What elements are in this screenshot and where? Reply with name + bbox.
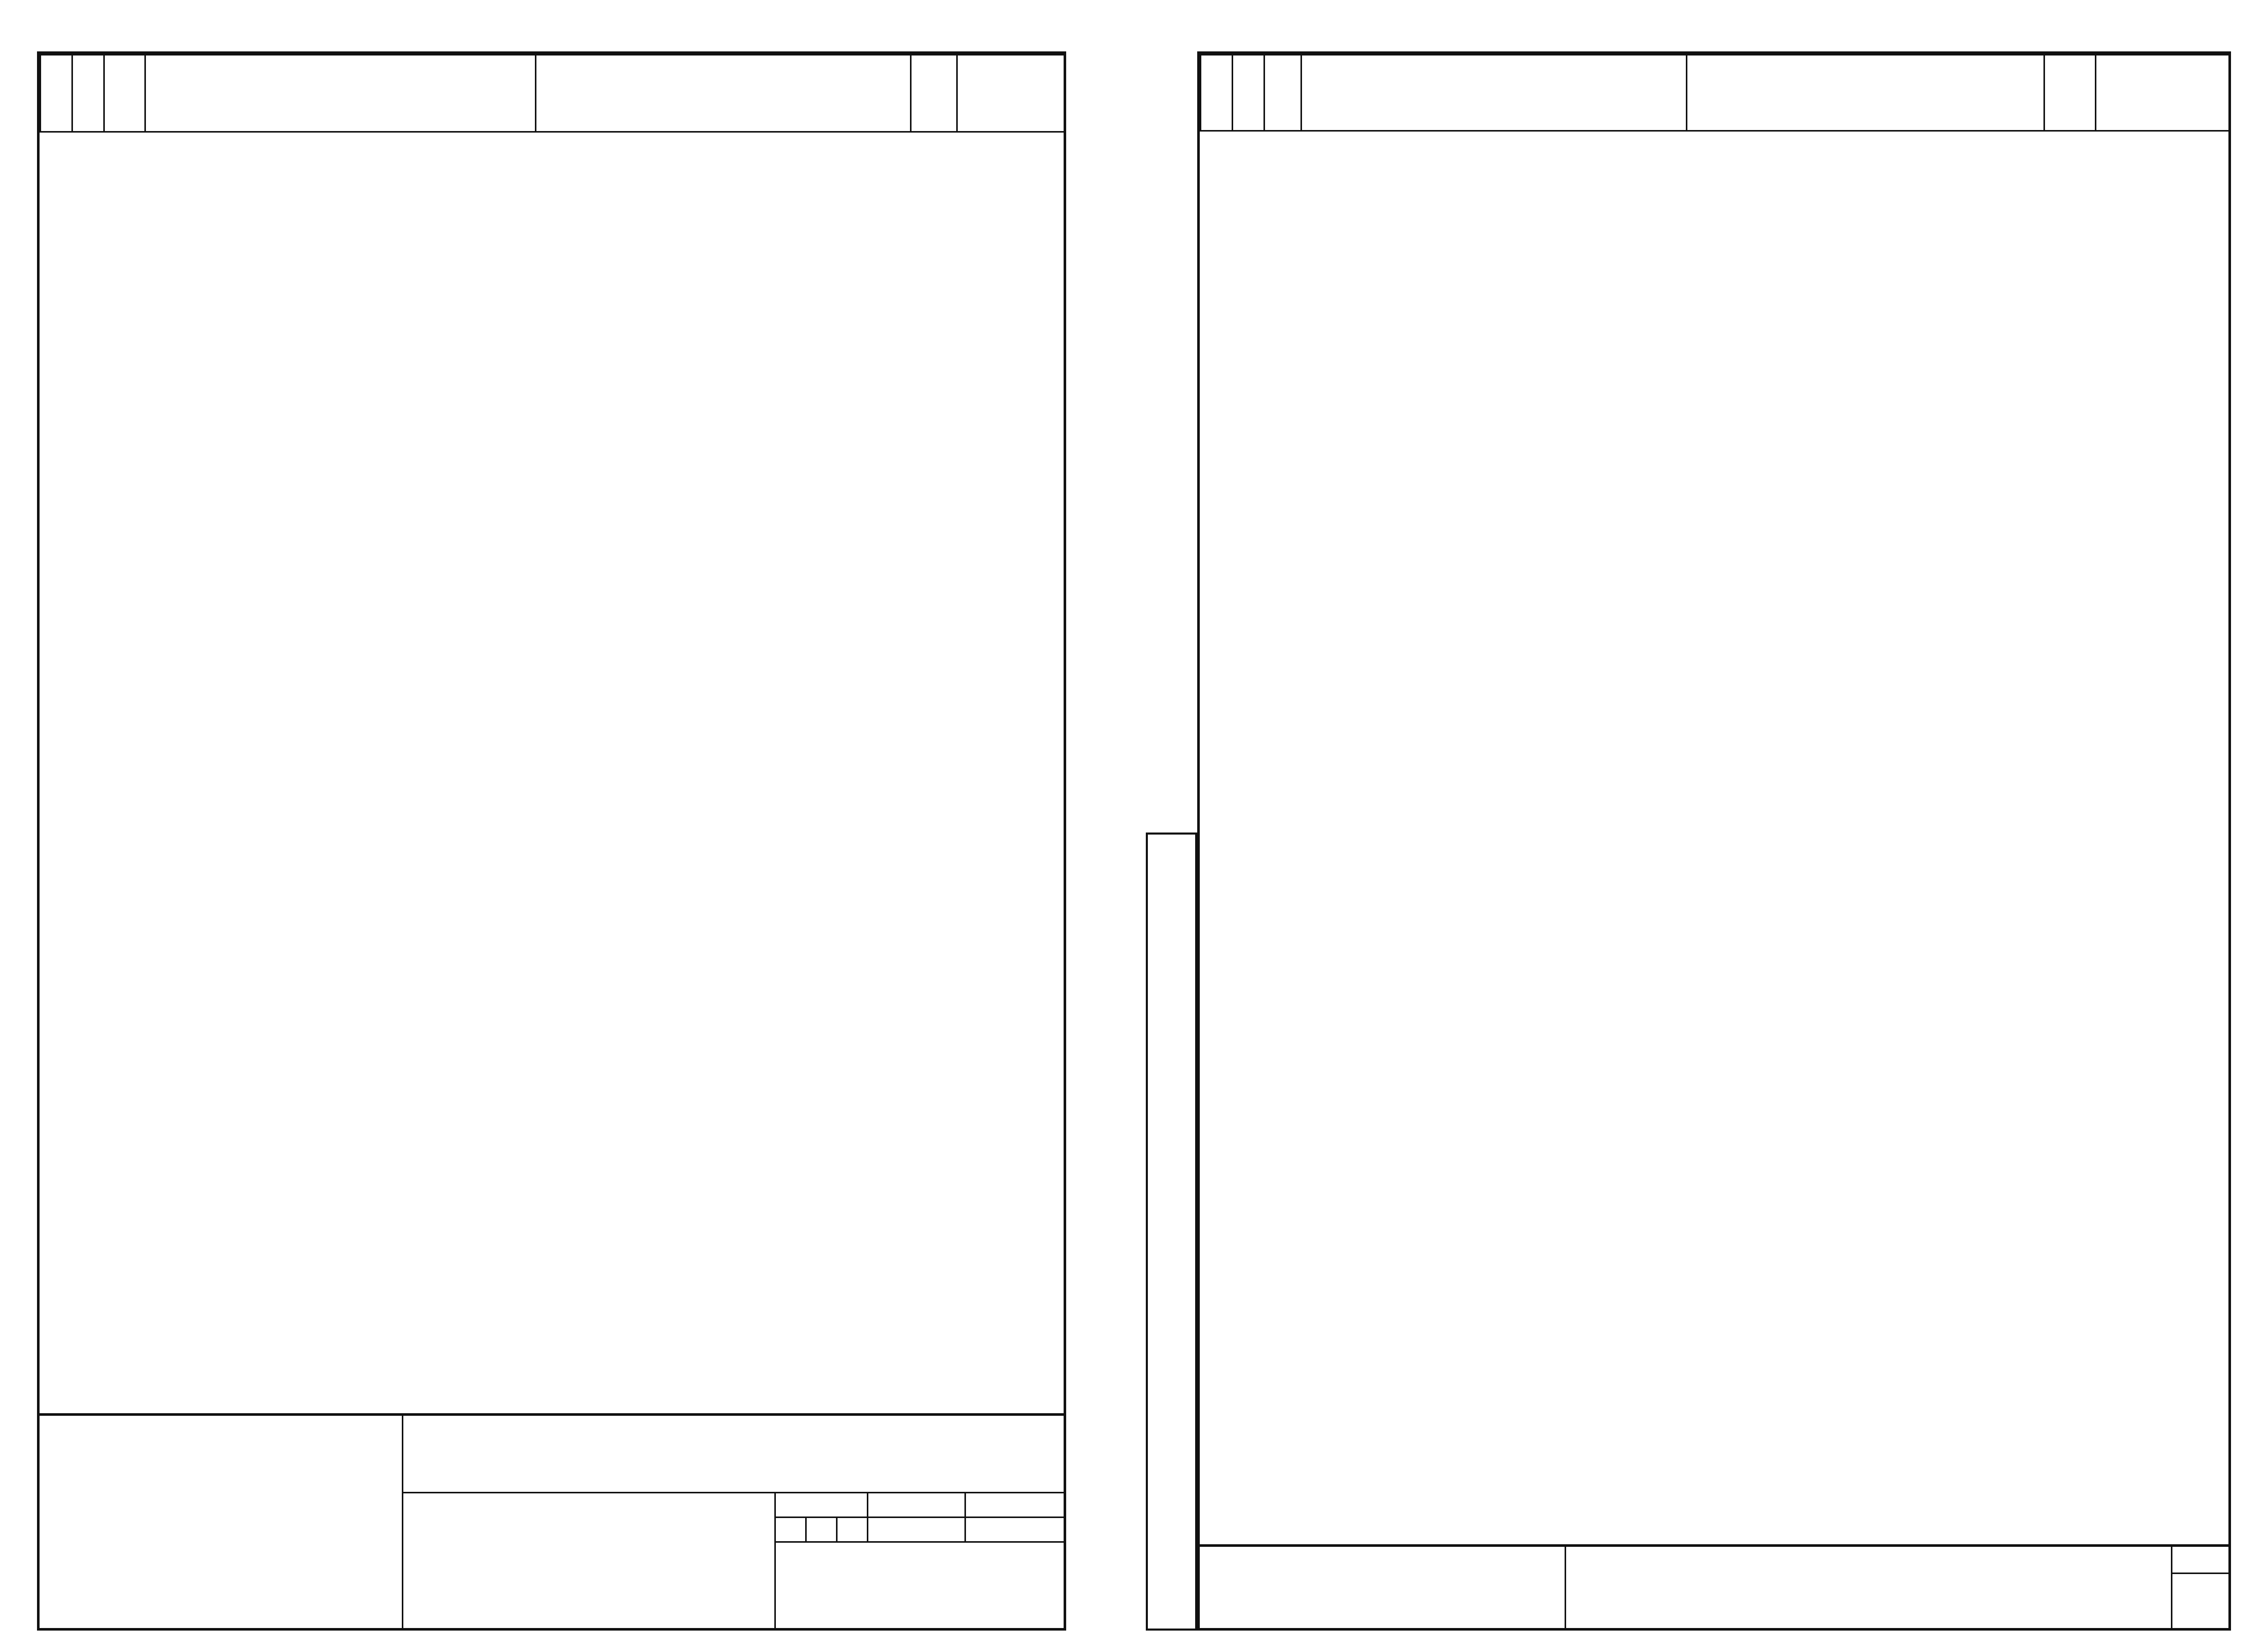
header-note (2096, 55, 2229, 131)
header-name (1687, 55, 2044, 131)
lit-cell (806, 1518, 837, 1542)
sheets-label (965, 1493, 1065, 1518)
header-designation (1302, 55, 1687, 131)
side-strip (1146, 833, 1197, 1631)
header-qty (2044, 55, 2096, 131)
header-name (536, 55, 911, 132)
header-pos (104, 55, 145, 132)
header-note (957, 55, 1065, 132)
lit-label (775, 1493, 868, 1518)
lit-cell (837, 1518, 868, 1542)
header-format (1201, 55, 1233, 131)
header-designation (145, 55, 536, 132)
spec-table-left (40, 54, 1065, 133)
header-pos (1265, 55, 1302, 131)
header-format (41, 55, 72, 132)
title-block-left (40, 1413, 1064, 1628)
spec-sheet-right (1197, 51, 2231, 1631)
sheets-value (965, 1518, 1065, 1542)
title-block-right (1200, 1544, 2228, 1628)
header-zone (1233, 55, 1265, 131)
lit-value (775, 1518, 806, 1542)
header-qty (911, 55, 957, 132)
sheet-info-grid (774, 1492, 1065, 1543)
spec-sheet-left (37, 51, 1066, 1631)
sheet-value (868, 1518, 965, 1542)
sheet-label (868, 1493, 965, 1518)
spec-table-right (1200, 54, 2230, 132)
header-zone (72, 55, 104, 132)
